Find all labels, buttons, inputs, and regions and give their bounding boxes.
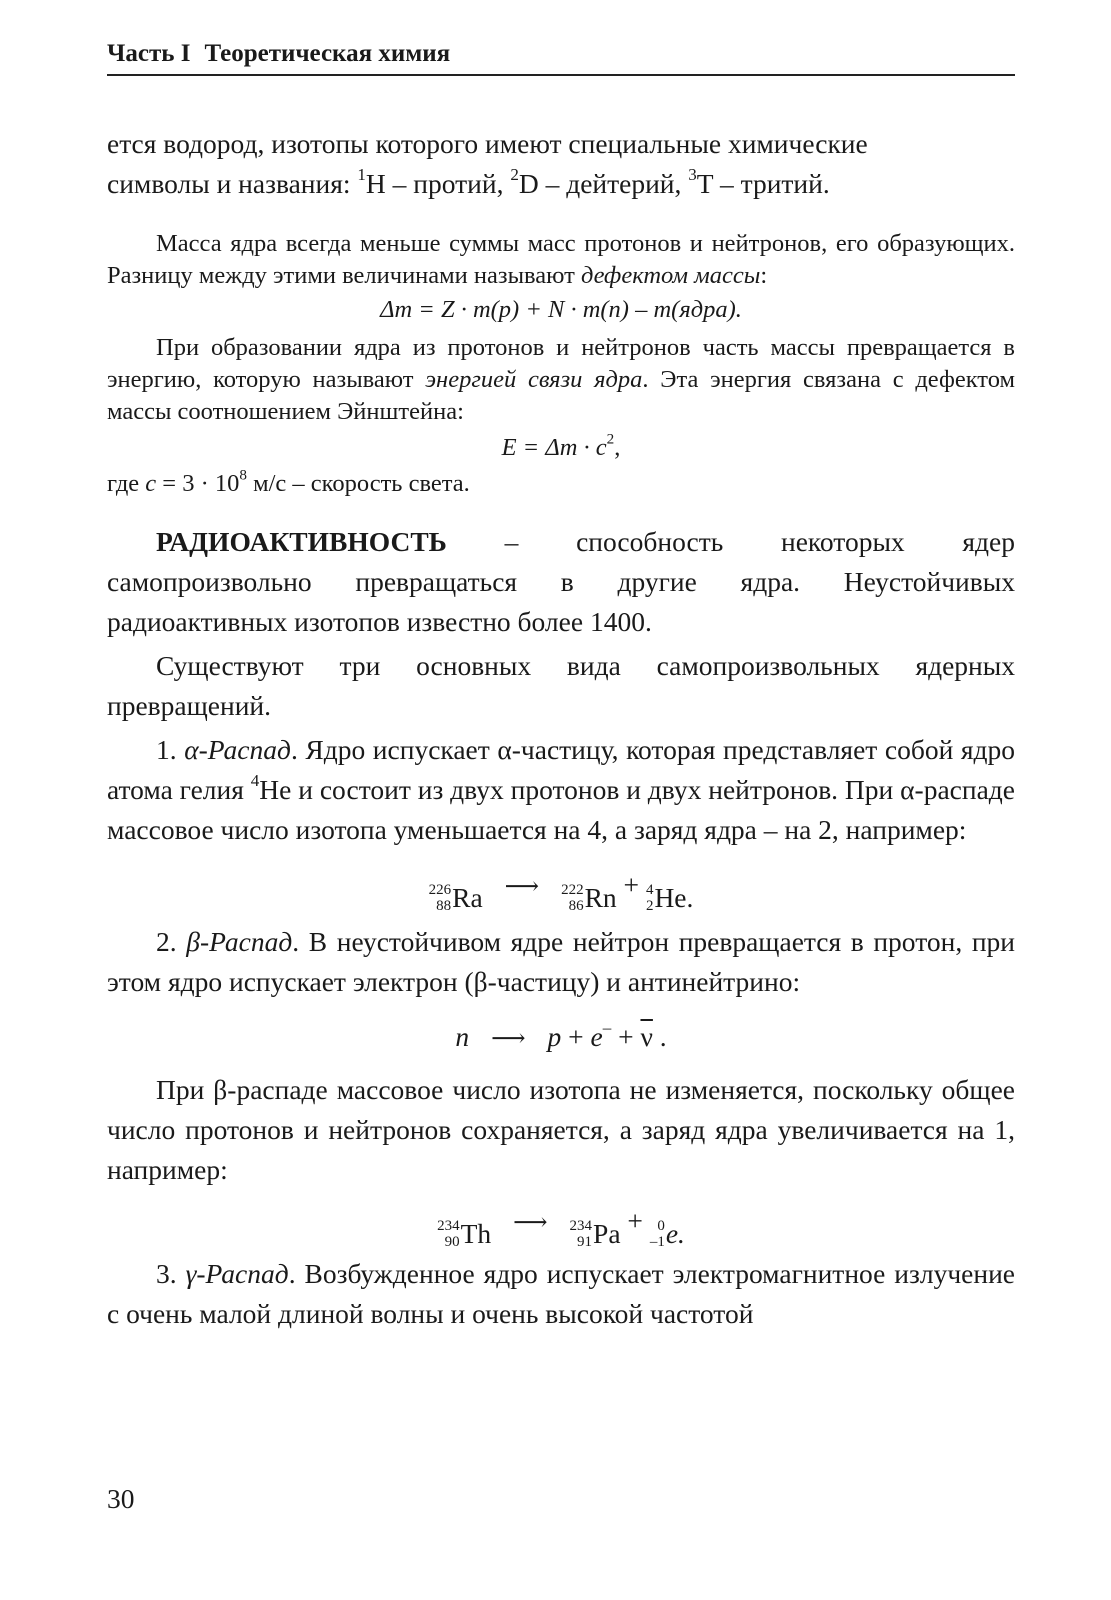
paragraph-hydrogen-isotopes [107, 124, 1015, 204]
list-number: 3. [156, 1258, 186, 1289]
formula-exponent: 2 [606, 430, 615, 448]
nuclide-numbers [570, 1218, 593, 1250]
paragraph-text: м/с – скорость света. [247, 470, 470, 497]
header-part: Часть I [107, 40, 191, 67]
page-content [107, 124, 1015, 1334]
term-italic: дефектом массы [580, 262, 761, 289]
nuclide-numbers [561, 882, 584, 914]
reaction-alpha [107, 862, 1015, 914]
nuclide-numbers [650, 1218, 665, 1250]
nuclide-numbers [646, 882, 654, 914]
paragraph-text: = 3 · 10 [156, 470, 240, 497]
paragraph-radioactivity [107, 522, 1015, 642]
element-symbol: He. [654, 882, 694, 913]
plus-sign: + [618, 1021, 634, 1052]
nuclide-helium [646, 875, 693, 921]
symbol-proton: p [547, 1021, 562, 1052]
term-bold: РАДИОАКТИВНОСТЬ [156, 526, 447, 557]
paragraph-text: – способность некоторых ядер самопроизвольно превращаться в другие ядра. Неустойчивых радиоактивных изотопов известно более 1400. [107, 526, 1015, 637]
element-symbol: Th [460, 1218, 492, 1249]
period: . [659, 1021, 667, 1052]
paragraph-text: где [107, 470, 146, 497]
mass-number: 222 [561, 882, 584, 898]
symbol-antineutrino: $\overline{\nu}$ [640, 1021, 653, 1052]
isotope-name: H – протий, [365, 168, 511, 199]
paragraph-binding-energy [107, 332, 1015, 428]
paragraph-mass-defect [107, 228, 1015, 292]
isotope-name: D – дейтерий, [518, 168, 689, 199]
plus-sign: + [623, 869, 640, 900]
element-symbol: Ra [452, 882, 483, 913]
mass-number: 234 [569, 1218, 593, 1234]
formula-mass-defect [107, 294, 1015, 326]
exponent: 8 [239, 466, 247, 484]
header-text [107, 40, 450, 68]
reaction-arrow: ⟶ [504, 874, 540, 900]
atomic-number: –1 [649, 1234, 665, 1250]
symbol-neutron: n [455, 1021, 470, 1052]
nuclide-radium [429, 875, 483, 921]
paragraph-text: Масса ядра всегда меньше суммы масс протонов и нейтронов, его образующих. Разницу между этими величинами называют [107, 230, 1015, 289]
paragraph-text: . Ядро испускает α-частицу, которая представляет собой ядро атома гелия [107, 734, 1016, 805]
paragraph-text: . Возбужденное ядро испускает электромагнитное излучение с очень малой длиной волны и очень высокой частотой [107, 1258, 1015, 1329]
element-symbol: e. [665, 1218, 685, 1249]
paragraph-text: . В неустойчивом ядре нейтрон превращается в протон, при этом ядро испускает электрон (β-частицу) и антинейтрино: [107, 926, 1016, 997]
atomic-number: 90 [444, 1234, 460, 1250]
list-number: 2. [156, 926, 187, 957]
nuclide-radon [561, 875, 617, 921]
isotope-mass: 4 [250, 771, 260, 791]
mass-number: 234 [437, 1218, 460, 1234]
term-italic: α-Распад [184, 734, 291, 765]
nuclide-electron [650, 1211, 685, 1257]
formula-einstein [107, 432, 1015, 464]
paragraph-text: He и состоит из двух протонов и двух нейтронов. При α-распаде массовое число изотопа уменьшается на 4, а заряд ядра – на 2, например: [107, 774, 1015, 845]
atomic-number: 91 [577, 1234, 593, 1250]
reaction-beta-neutron [107, 1016, 1015, 1058]
paragraph-text: . Эта энергия связана с дефектом массы соотношением Эйнштейна: [107, 366, 1015, 425]
formula-text: , [614, 434, 621, 461]
isotope-mass: 2 [510, 165, 519, 185]
atomic-number: 86 [568, 898, 584, 914]
isotope-mass: 1 [357, 165, 366, 185]
plus-sign: + [568, 1021, 584, 1052]
paragraph-text: Существуют три основных вида самопроизвольных ядерных превращений. [107, 650, 1015, 721]
running-header [107, 40, 1015, 76]
mass-number: 226 [428, 882, 452, 898]
symbol-c: c [145, 470, 157, 497]
text-line: символы и названия: [107, 168, 358, 199]
paragraph-beta-decay [107, 922, 1015, 1002]
paragraph-gamma-decay [107, 1254, 1015, 1334]
element-symbol: Pa [593, 1218, 621, 1249]
charge: – [602, 1018, 612, 1038]
reaction-thorium [107, 1198, 1015, 1250]
mass-number: 4 [645, 882, 654, 898]
term-italic: γ-Распад [185, 1258, 289, 1289]
paragraph-speed-of-light [107, 468, 1015, 500]
mass-number: 0 [657, 1218, 665, 1234]
text-line: ется водород, изотопы которого имеют специальные химические [107, 128, 868, 159]
term-italic: энергией связи ядра [425, 366, 643, 393]
paragraph-beta-mass-number [107, 1070, 1015, 1190]
header-title: Теоретическая химия [204, 40, 451, 67]
atomic-number: 2 [645, 898, 654, 914]
paragraph-text: При образовании ядра из протонов и нейтронов часть массы превращается в энергию, которую называют [107, 334, 1015, 393]
term-italic: β-Распад [186, 926, 293, 957]
nuclide-numbers [429, 882, 452, 914]
nuclide-numbers [437, 1218, 460, 1250]
list-number: 1. [156, 734, 185, 765]
isotope-mass: 3 [688, 165, 697, 185]
atomic-number: 88 [436, 898, 452, 914]
paragraph-text: : [760, 262, 768, 289]
formula-text: Δm = Z · m(p) + N · m(n) – m(ядра). [380, 296, 742, 323]
paragraph-text: При β-распаде массовое число изотопа не изменяется, поскольку общее число протонов и нейтронов сохраняется, а заряд ядра увеличивается на 1, например: [107, 1074, 1015, 1185]
reaction-arrow: ⟶ [491, 1026, 526, 1052]
element-symbol: Rn [584, 882, 617, 913]
symbol-electron: e [590, 1021, 603, 1052]
nuclide-thorium [437, 1211, 491, 1257]
paragraph-three-types [107, 646, 1015, 726]
formula-text: E = Δm · c [501, 434, 607, 461]
paragraph-alpha-decay [107, 730, 1015, 850]
page-number: 30 [107, 1483, 135, 1514]
nuclide-protactinium [570, 1211, 621, 1257]
isotope-name: T – тритий. [696, 168, 830, 199]
reaction-arrow: ⟶ [513, 1210, 548, 1236]
plus-sign: + [627, 1205, 643, 1236]
